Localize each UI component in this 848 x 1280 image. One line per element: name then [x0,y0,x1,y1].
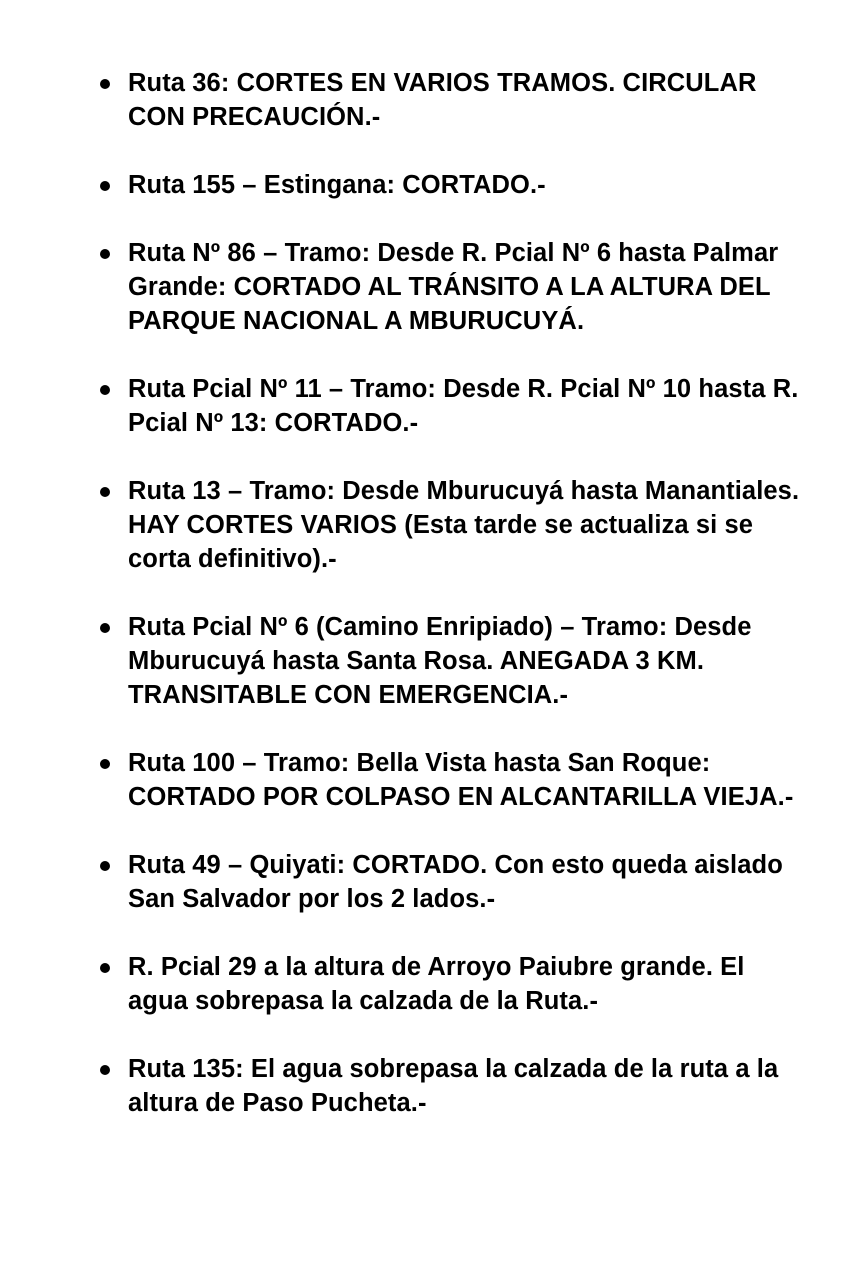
route-text: Ruta Nº 86 – Tramo: Desde R. Pcial Nº 6 hasta Palmar Grande: CORTADO AL TRÁNSITO A LA ALTURA DEL PARQUE NACIONAL A MBURUCUYÁ. [128,239,779,335]
bullet-icon [100,487,110,497]
route-text: Ruta 155 – Estingana: CORTADO.- [128,171,546,199]
list-item-ruta-36 [0,66,848,134]
bullet-icon [100,385,110,395]
bullet-icon [100,249,110,259]
list-item-ruta-13 [0,474,848,576]
list-item-ruta-135 [0,1052,848,1120]
route-text: Ruta 100 – Tramo: Bella Vista hasta San Roque: CORTADO POR COLPASO EN ALCANTARILLA VIEJA.- [128,749,794,811]
route-text: Ruta 135: El agua sobrepasa la calzada de la ruta a la altura de Paso Pucheta.- [128,1055,779,1117]
bullet-icon [100,861,110,871]
route-text: Ruta 36: CORTES EN VARIOS TRAMOS. CIRCULAR CON PRECAUCIÓN.- [128,69,757,131]
list-item-ruta-100 [0,746,848,814]
list-item-ruta-86 [0,236,848,338]
route-text: Ruta 49 – Quiyati: CORTADO. Con esto queda aislado San Salvador por los 2 lados.- [128,851,783,913]
route-text: Ruta Pcial Nº 6 (Camino Enripiado) – Tramo: Desde Mburucuyá hasta Santa Rosa. ANEGADA 3 KM. TRANSITABLE CON EMERGENCIA.- [128,613,752,709]
route-status-list [0,66,848,1154]
bullet-icon [100,963,110,973]
list-item-ruta-155 [0,168,848,202]
list-item-ruta-pcial-11 [0,372,848,440]
list-item-ruta-49 [0,848,848,916]
list-item-ruta-pcial-6 [0,610,848,712]
bullet-icon [100,759,110,769]
route-text: Ruta 13 – Tramo: Desde Mburucuyá hasta Manantiales. HAY CORTES VARIOS (Esta tarde se actualiza si se corta definitivo).- [128,477,800,573]
route-text: Ruta Pcial Nº 11 – Tramo: Desde R. Pcial Nº 10 hasta R. Pcial Nº 13: CORTADO.- [128,375,799,437]
bullet-icon [100,1065,110,1075]
bullet-icon [100,79,110,89]
list-item-ruta-pcial-29 [0,950,848,1018]
bullet-icon [100,623,110,633]
route-text: R. Pcial 29 a la altura de Arroyo Paiubre grande. El agua sobrepasa la calzada de la Ruta.- [128,953,745,1015]
bullet-icon [100,181,110,191]
